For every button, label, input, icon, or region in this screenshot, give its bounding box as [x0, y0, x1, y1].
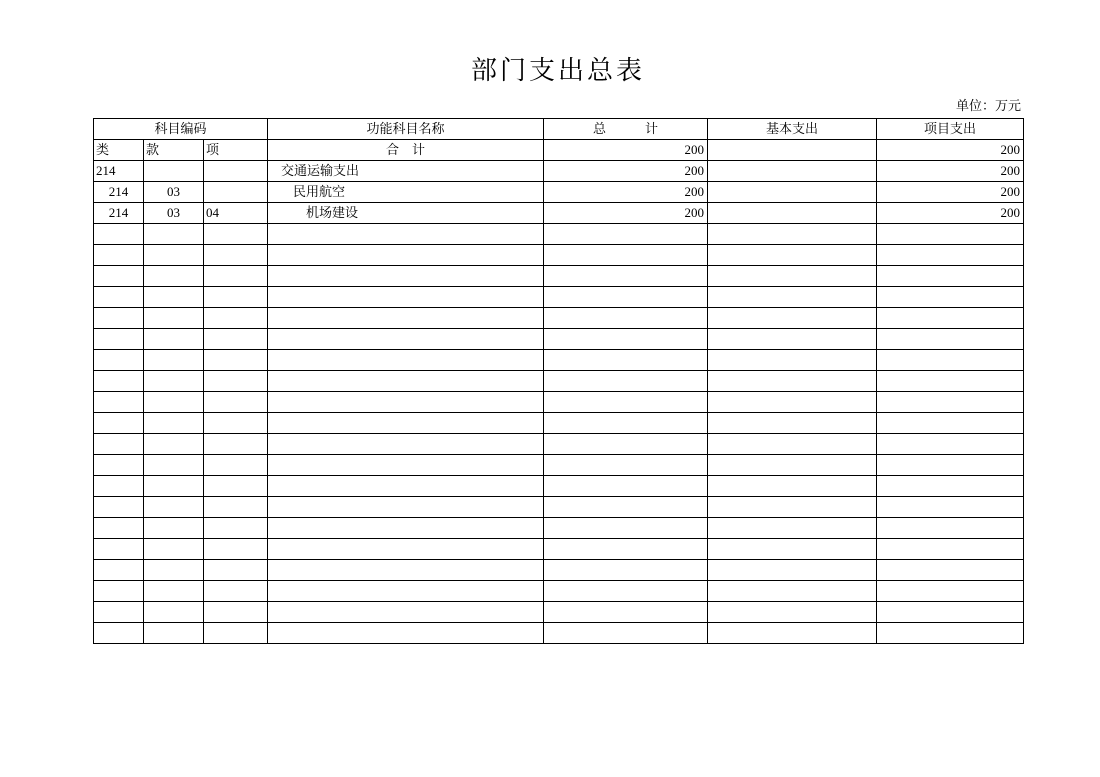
cell-subject-name — [268, 392, 544, 413]
cell-project-expenditure — [877, 392, 1024, 413]
cell-item-code — [144, 455, 204, 476]
cell-category-code: 214 — [94, 182, 144, 203]
cell-subitem-code — [204, 434, 268, 455]
cell-subitem-code — [204, 287, 268, 308]
cell-total — [544, 287, 708, 308]
cell-subitem-code — [204, 539, 268, 560]
cell-project-expenditure: 200 — [877, 203, 1024, 224]
expenditure-table — [93, 118, 1024, 644]
cell-category-code — [94, 476, 144, 497]
cell-project-expenditure: 200 — [877, 140, 1024, 161]
cell-basic-expenditure — [708, 476, 877, 497]
cell-item-code — [144, 161, 204, 182]
cell-subject-name: 交通运输支出 — [268, 161, 544, 182]
cell-subject-name — [268, 329, 544, 350]
cell-project-expenditure — [877, 434, 1024, 455]
cell-basic-expenditure — [708, 518, 877, 539]
cell-total — [544, 497, 708, 518]
empty-row — [94, 224, 1024, 245]
cell-total — [544, 476, 708, 497]
cell-basic-expenditure — [708, 539, 877, 560]
cell-category-code: 214 — [94, 203, 144, 224]
cell-basic-expenditure — [708, 392, 877, 413]
cell-subitem-code — [204, 266, 268, 287]
cell-total — [544, 308, 708, 329]
cell-item-code — [144, 581, 204, 602]
empty-row — [94, 308, 1024, 329]
cell-category-code — [94, 518, 144, 539]
cell-category-code — [94, 350, 144, 371]
cell-subject-name — [268, 476, 544, 497]
empty-row — [94, 518, 1024, 539]
empty-row — [94, 539, 1024, 560]
cell-item-code — [144, 392, 204, 413]
cell-basic-expenditure — [708, 623, 877, 644]
cell-project-expenditure — [877, 581, 1024, 602]
cell-subitem-code: 项 — [204, 140, 268, 161]
empty-row — [94, 560, 1024, 581]
cell-item-code — [144, 245, 204, 266]
cell-project-expenditure — [877, 308, 1024, 329]
cell-total — [544, 434, 708, 455]
cell-item-code: 款 — [144, 140, 204, 161]
cell-project-expenditure — [877, 329, 1024, 350]
cell-subitem-code — [204, 602, 268, 623]
cell-item-code — [144, 371, 204, 392]
cell-category-code — [94, 224, 144, 245]
cell-item-code — [144, 623, 204, 644]
empty-row — [94, 371, 1024, 392]
cell-subject-name — [268, 371, 544, 392]
cell-basic-expenditure — [708, 455, 877, 476]
cell-category-code — [94, 602, 144, 623]
cell-subject-name — [268, 413, 544, 434]
cell-subitem-code: 04 — [204, 203, 268, 224]
unit-label: 单位：万元 — [955, 98, 1021, 113]
cell-basic-expenditure — [708, 434, 877, 455]
cell-total — [544, 413, 708, 434]
cell-total — [544, 581, 708, 602]
cell-project-expenditure — [877, 455, 1024, 476]
cell-basic-expenditure — [708, 329, 877, 350]
cell-project-expenditure — [877, 371, 1024, 392]
cell-total — [544, 455, 708, 476]
cell-project-expenditure — [877, 266, 1024, 287]
cell-basic-expenditure — [708, 266, 877, 287]
cell-item-code — [144, 434, 204, 455]
cell-subject-name — [268, 224, 544, 245]
table-header-row — [94, 119, 1024, 140]
cell-item-code — [144, 287, 204, 308]
cell-project-expenditure — [877, 224, 1024, 245]
cell-category-code — [94, 308, 144, 329]
cell-category-code: 214 — [94, 161, 144, 182]
cell-basic-expenditure — [708, 497, 877, 518]
cell-subject-name — [268, 287, 544, 308]
cell-basic-expenditure — [708, 140, 877, 161]
cell-project-expenditure — [877, 497, 1024, 518]
table-row — [94, 182, 1024, 203]
header-basic-expenditure: 基本支出 — [708, 119, 877, 140]
cell-category-code — [94, 287, 144, 308]
cell-subitem-code — [204, 350, 268, 371]
empty-row — [94, 602, 1024, 623]
cell-category-code — [94, 560, 144, 581]
cell-project-expenditure — [877, 413, 1024, 434]
cell-item-code — [144, 518, 204, 539]
empty-row — [94, 455, 1024, 476]
cell-item-code — [144, 413, 204, 434]
cell-basic-expenditure — [708, 203, 877, 224]
cell-project-expenditure — [877, 623, 1024, 644]
cell-item-code — [144, 224, 204, 245]
cell-basic-expenditure — [708, 287, 877, 308]
cell-total — [544, 392, 708, 413]
cell-basic-expenditure — [708, 350, 877, 371]
cell-basic-expenditure — [708, 245, 877, 266]
cell-project-expenditure — [877, 476, 1024, 497]
cell-subject-name — [268, 350, 544, 371]
cell-subitem-code — [204, 392, 268, 413]
cell-project-expenditure — [877, 287, 1024, 308]
cell-category-code — [94, 539, 144, 560]
cell-basic-expenditure — [708, 371, 877, 392]
cell-total — [544, 539, 708, 560]
cell-item-code: 03 — [144, 203, 204, 224]
empty-row — [94, 287, 1024, 308]
cell-total — [544, 371, 708, 392]
cell-item-code — [144, 476, 204, 497]
cell-total — [544, 560, 708, 581]
cell-subitem-code — [204, 224, 268, 245]
cell-subitem-code — [204, 476, 268, 497]
cell-basic-expenditure — [708, 413, 877, 434]
cell-subject-name — [268, 560, 544, 581]
cell-item-code — [144, 539, 204, 560]
cell-subject-name: 合 计 — [268, 140, 544, 161]
empty-row — [94, 434, 1024, 455]
cell-subject-name — [268, 602, 544, 623]
cell-subject-name — [268, 497, 544, 518]
table-row — [94, 161, 1024, 182]
page-title: 部门支出总表 — [470, 56, 645, 85]
header-project-expenditure: 项目支出 — [877, 119, 1024, 140]
cell-subitem-code — [204, 371, 268, 392]
cell-project-expenditure — [877, 539, 1024, 560]
cell-basic-expenditure — [708, 161, 877, 182]
cell-subitem-code — [204, 329, 268, 350]
cell-subject-name — [268, 581, 544, 602]
empty-row — [94, 245, 1024, 266]
cell-subitem-code — [204, 560, 268, 581]
cell-basic-expenditure — [708, 224, 877, 245]
cell-subitem-code — [204, 581, 268, 602]
cell-total — [544, 623, 708, 644]
cell-total: 200 — [544, 161, 708, 182]
cell-subject-name — [268, 245, 544, 266]
cell-basic-expenditure — [708, 182, 877, 203]
cell-item-code — [144, 308, 204, 329]
cell-project-expenditure — [877, 518, 1024, 539]
cell-basic-expenditure — [708, 308, 877, 329]
cell-category-code — [94, 623, 144, 644]
cell-category-code — [94, 413, 144, 434]
cell-category-code — [94, 497, 144, 518]
cell-subitem-code — [204, 518, 268, 539]
cell-category-code: 类 — [94, 140, 144, 161]
cell-category-code — [94, 392, 144, 413]
cell-category-code — [94, 245, 144, 266]
cell-item-code — [144, 602, 204, 623]
cell-subitem-code — [204, 182, 268, 203]
header-subject-code: 科目编码 — [94, 119, 268, 140]
cell-project-expenditure: 200 — [877, 161, 1024, 182]
cell-subitem-code — [204, 245, 268, 266]
cell-project-expenditure — [877, 602, 1024, 623]
empty-row — [94, 329, 1024, 350]
cell-item-code: 03 — [144, 182, 204, 203]
cell-total — [544, 266, 708, 287]
cell-total — [544, 245, 708, 266]
cell-subject-name — [268, 308, 544, 329]
cell-project-expenditure: 200 — [877, 182, 1024, 203]
cell-category-code — [94, 266, 144, 287]
cell-subject-name: 民用航空 — [268, 182, 544, 203]
cell-subject-name — [268, 539, 544, 560]
cell-item-code — [144, 560, 204, 581]
cell-category-code — [94, 434, 144, 455]
empty-row — [94, 476, 1024, 497]
empty-row — [94, 413, 1024, 434]
header-total: 总 计 — [544, 119, 708, 140]
cell-project-expenditure — [877, 245, 1024, 266]
cell-subject-name — [268, 434, 544, 455]
cell-project-expenditure — [877, 350, 1024, 371]
cell-total: 200 — [544, 182, 708, 203]
cell-subitem-code — [204, 497, 268, 518]
cell-subject-name — [268, 623, 544, 644]
cell-category-code — [94, 455, 144, 476]
cell-total — [544, 329, 708, 350]
cell-total: 200 — [544, 140, 708, 161]
cell-total — [544, 224, 708, 245]
cell-subject-name — [268, 455, 544, 476]
cell-basic-expenditure — [708, 581, 877, 602]
cell-item-code — [144, 266, 204, 287]
cell-total — [544, 602, 708, 623]
cell-total: 200 — [544, 203, 708, 224]
empty-row — [94, 581, 1024, 602]
empty-row — [94, 623, 1024, 644]
cell-category-code — [94, 371, 144, 392]
cell-category-code — [94, 581, 144, 602]
cell-subitem-code — [204, 161, 268, 182]
cell-subitem-code — [204, 455, 268, 476]
empty-row — [94, 266, 1024, 287]
table-row — [94, 140, 1024, 161]
cell-subject-name: 机场建设 — [268, 203, 544, 224]
cell-item-code — [144, 329, 204, 350]
cell-subject-name — [268, 518, 544, 539]
cell-item-code — [144, 350, 204, 371]
cell-total — [544, 518, 708, 539]
cell-item-code — [144, 497, 204, 518]
empty-row — [94, 497, 1024, 518]
empty-row — [94, 392, 1024, 413]
cell-subject-name — [268, 266, 544, 287]
cell-basic-expenditure — [708, 560, 877, 581]
cell-basic-expenditure — [708, 602, 877, 623]
table-row — [94, 203, 1024, 224]
cell-category-code — [94, 329, 144, 350]
cell-project-expenditure — [877, 560, 1024, 581]
cell-subitem-code — [204, 413, 268, 434]
header-function-name: 功能科目名称 — [268, 119, 544, 140]
cell-subitem-code — [204, 308, 268, 329]
empty-row — [94, 350, 1024, 371]
cell-total — [544, 350, 708, 371]
cell-subitem-code — [204, 623, 268, 644]
